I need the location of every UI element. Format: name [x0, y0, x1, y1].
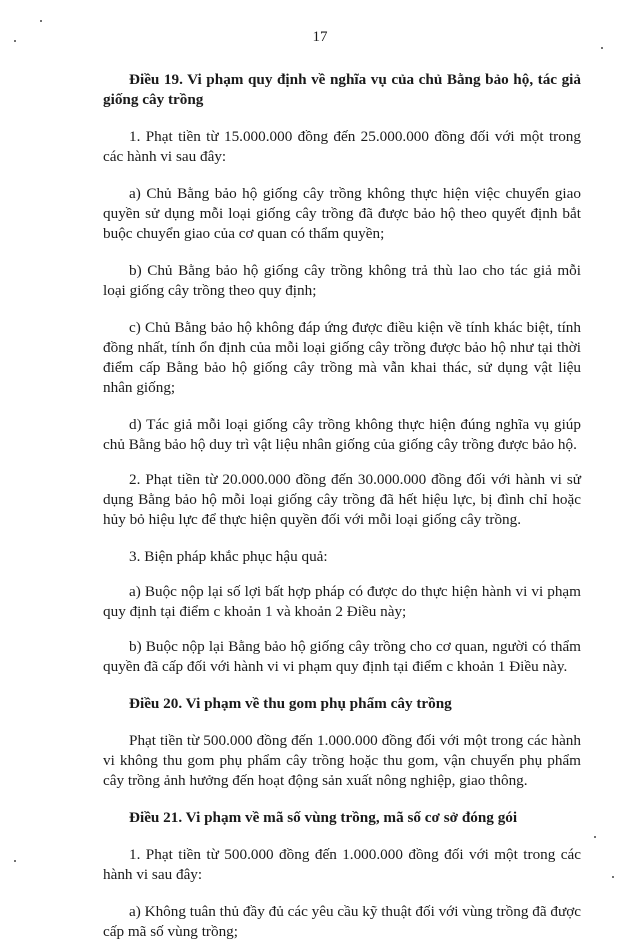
scan-speck	[594, 836, 596, 838]
scan-speck	[40, 20, 42, 22]
article-21-point-a: a) Không tuân thủ đầy đủ các yêu cầu kỹ thuật đối với vùng trồng đã được cấp mã số vùng trồng;	[103, 903, 581, 940]
article-19-clause-3: 3. Biện pháp khắc phục hậu quả:	[129, 548, 328, 565]
article-21-heading: Điều 21. Vi phạm về mã số vùng trồng, mã số cơ sở đóng gói	[129, 809, 518, 826]
scan-speck	[14, 860, 16, 862]
scan-speck	[612, 876, 614, 878]
article-19-point-b: b) Chủ Bằng bảo hộ giống cây trồng không trả thù lao cho tác giả mỗi loại giống cây trồng theo quy định;	[103, 262, 581, 299]
article-19-heading: Điều 19. Vi phạm quy định về nghĩa vụ của chủ Bằng bảo hộ, tác giả giống cây trồng	[103, 71, 581, 108]
article-19-remedy-b: b) Buộc nộp lại Bằng bảo hộ giống cây trồng cho cơ quan, người có thẩm quyền đã cấp đối với hành vi vi phạm quy định tại điểm c khoản 1 Điều này.	[103, 638, 581, 675]
article-21-clause-1: 1. Phạt tiền từ 500.000 đồng đến 1.000.000 đồng đối với một trong các hành vi sau đây:	[103, 846, 581, 883]
article-19-point-c: c) Chủ Bằng bảo hộ không đáp ứng được điều kiện về tính khác biệt, tính đồng nhất, tính ổn định của mỗi loại giống cây trồng được bảo hộ như tại thời điểm cấp Bằng bảo hộ giống cây trồng mà vẫn khai thác, sử dụng vật liệu nhân giống;	[103, 319, 581, 396]
article-19-remedy-a: a) Buộc nộp lại số lợi bất hợp pháp có được do thực hiện hành vi vi phạm quy định tại điểm c khoản 1 và khoản 2 Điều này;	[103, 583, 581, 620]
page-number: 17	[312, 29, 328, 45]
article-19-point-a: a) Chủ Bằng bảo hộ giống cây trồng không thực hiện việc chuyển giao quyền sử dụng mỗi loại giống cây trồng đã được bảo hộ theo quyết định bắt buộc chuyển giao của cơ quan có thẩm quyền;	[103, 185, 581, 242]
article-19-point-d: d) Tác giả mỗi loại giống cây trồng không thực hiện đúng nghĩa vụ giúp chủ Bằng bảo hộ duy trì vật liệu nhân giống của giống cây trồng được bảo hộ.	[103, 416, 581, 453]
scan-speck	[601, 47, 603, 49]
document-body	[103, 70, 581, 942]
article-19-clause-2: 2. Phạt tiền từ 20.000.000 đồng đến 30.000.000 đồng đối với hành vi sử dụng Bằng bảo hộ mỗi loại giống cây trồng đã hết hiệu lực, bị đình chỉ hoặc hủy bỏ hiệu lực để thực hiện quyền đối với mỗi loại giống cây trồng.	[103, 471, 581, 528]
article-20-body: Phạt tiền từ 500.000 đồng đến 1.000.000 đồng đối với một trong các hành vi không thu gom phụ phẩm cây trồng hoặc thu gom, vận chuyển phụ phẩm cây trồng ảnh hưởng đến hoạt động sản xuất nông nghiệp, giao thông.	[103, 732, 581, 789]
article-20-heading: Điều 20. Vi phạm về thu gom phụ phẩm cây trồng	[129, 695, 452, 712]
article-19-clause-1: 1. Phạt tiền từ 15.000.000 đồng đến 25.000.000 đồng đối với một trong các hành vi sau đây:	[103, 128, 581, 165]
scan-speck	[14, 40, 16, 42]
